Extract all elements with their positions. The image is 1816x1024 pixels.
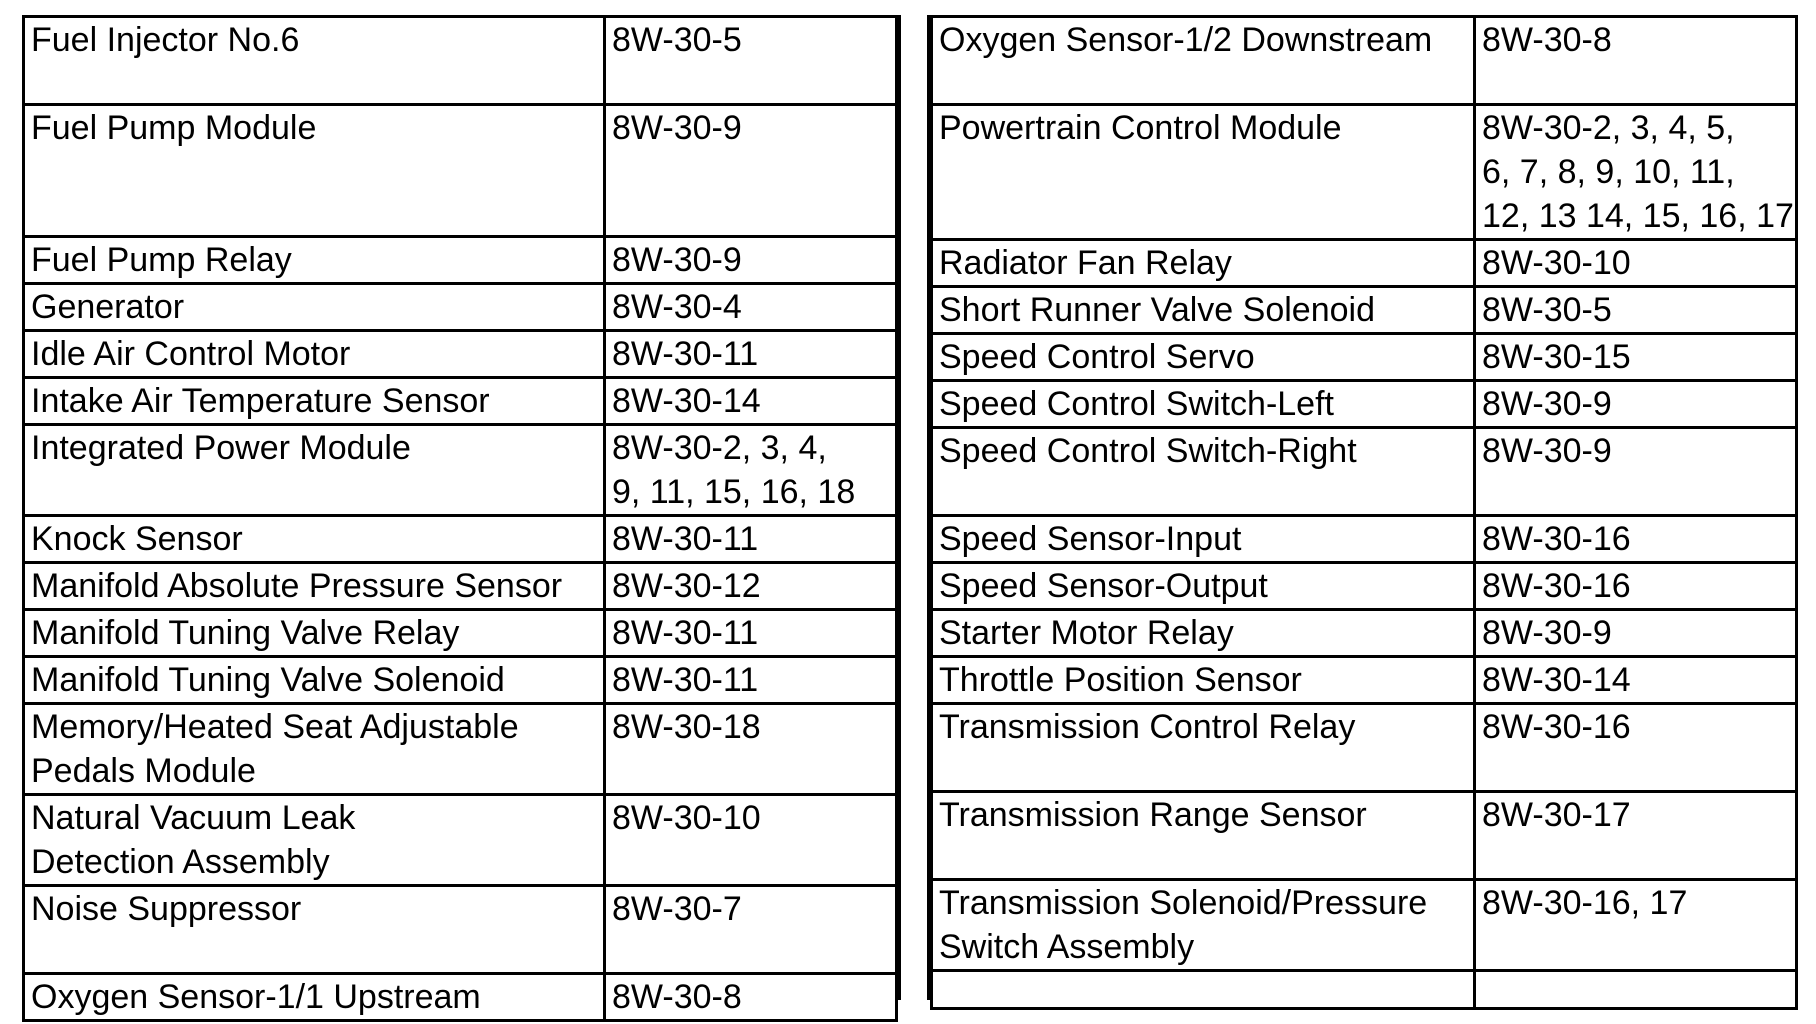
table-row [24,331,897,378]
page-reference: 8W-30-9 [612,109,742,147]
table-row [932,287,1797,334]
table-row [24,795,897,886]
page-ref-cell [605,331,897,378]
page-ref-cell [1475,17,1797,105]
component-name: Manifold Tuning Valve Relay [31,614,460,652]
page-reference: 8W-30-10 [612,799,761,837]
page-reference: 9, 11, 15, 16, 18 [612,473,856,511]
page-ref-cell [1475,971,1797,1009]
page-reference: 8W-30-9 [612,241,742,279]
component-cell [24,886,605,974]
page-ref-cell [1475,240,1797,287]
column-divider [898,15,930,1000]
page-reference: 8W-30-16, 17 [1482,884,1688,922]
table-row [24,974,897,1021]
left-table [22,15,898,1022]
component-cell [24,563,605,610]
component-cell [932,516,1475,563]
page-ref-cell [1475,105,1797,240]
right-table-body [932,17,1797,1009]
component-cell [24,795,605,886]
page-ref-cell [1475,610,1797,657]
component-name: Natural Vacuum Leak [31,799,356,837]
page-ref-cell [1475,657,1797,704]
component-name: Speed Control Servo [939,338,1255,376]
page-ref-cell [605,886,897,974]
component-name: Manifold Tuning Valve Solenoid [31,661,505,699]
page-reference: 8W-30-18 [612,708,761,746]
page-ref-cell [1475,334,1797,381]
page-ref-cell [1475,792,1797,880]
component-name: Knock Sensor [31,520,243,558]
page-ref-cell [605,284,897,331]
table-row [24,516,897,563]
page-reference: 8W-30-12 [612,567,761,605]
component-cell [24,516,605,563]
page-reference: 8W-30-16 [1482,520,1631,558]
component-name: Speed Sensor-Output [939,567,1268,605]
table-row [932,610,1797,657]
component-cell [24,284,605,331]
table-row [932,792,1797,880]
page-reference: 8W-30-9 [1482,432,1612,470]
page-reference: 8W-30-11 [612,335,759,373]
component-cell [24,610,605,657]
page-reference: 8W-30-10 [1482,244,1631,282]
page-ref-cell [1475,704,1797,792]
component-name: Fuel Pump Module [31,109,317,147]
component-name: Pedals Module [31,752,256,790]
component-name: Noise Suppressor [31,890,302,928]
page-ref-cell [1475,287,1797,334]
table-row [932,880,1797,971]
page-ref-cell [605,237,897,284]
component-cell [24,237,605,284]
table-row [932,334,1797,381]
component-cell [24,17,605,105]
page-reference: 8W-30-17 [1482,796,1631,834]
component-cell [932,240,1475,287]
page-ref-cell [1475,516,1797,563]
page-ref-cell [605,610,897,657]
page-ref-cell [1475,880,1797,971]
page-reference: 8W-30-8 [1482,21,1612,59]
component-cell [24,425,605,516]
component-name: Transmission Range Sensor [939,796,1367,834]
page-reference: 8W-30-9 [1482,614,1612,652]
table-row [24,105,897,237]
component-cell [932,880,1475,971]
component-index-table [22,15,1794,1016]
table-row [24,237,897,284]
table-row [24,610,897,657]
page-ref-cell [605,378,897,425]
component-cell [932,657,1475,704]
page-ref-cell [605,704,897,795]
page-ref-cell [605,17,897,105]
page-reference: 8W-30-9 [1482,385,1612,423]
page-ref-cell [605,105,897,237]
table-row [932,17,1797,105]
page-ref-cell [605,516,897,563]
component-cell [932,334,1475,381]
component-cell [932,792,1475,880]
component-cell [24,704,605,795]
table-row [932,381,1797,428]
component-cell [24,105,605,237]
component-name: Manifold Absolute Pressure Sensor [31,567,563,605]
right-table [930,15,1798,1010]
table-row [932,971,1797,1009]
component-cell [932,287,1475,334]
table-row [932,105,1797,240]
table-row [932,657,1797,704]
page-reference: 8W-30-11 [612,614,759,652]
component-name: Memory/Heated Seat Adjustable [31,708,519,746]
table-row [24,563,897,610]
component-cell [932,563,1475,610]
table-row [24,704,897,795]
component-name: Speed Control Switch-Right [939,432,1357,470]
table-row [24,657,897,704]
page-ref-cell [605,563,897,610]
page-reference: 8W-30-14 [612,382,761,420]
component-name: Fuel Injector No.6 [31,21,300,59]
component-cell [932,428,1475,516]
component-cell [932,704,1475,792]
table-row [932,516,1797,563]
component-name: Generator [31,288,185,326]
table-row [24,17,897,105]
page-ref-cell [605,657,897,704]
page-ref-cell [1475,381,1797,428]
table-row [24,886,897,974]
page-reference: 8W-30-8 [612,978,742,1016]
component-name: Throttle Position Sensor [939,661,1302,699]
component-cell [24,378,605,425]
component-name: Intake Air Temperature Sensor [31,382,490,420]
component-name: Transmission Control Relay [939,708,1356,746]
component-cell [24,974,605,1021]
page-reference: 8W-30-2, 3, 4, 5, [1482,109,1735,147]
component-name: Idle Air Control Motor [31,335,351,373]
component-name: Powertrain Control Module [939,109,1342,147]
page-ref-cell [605,425,897,516]
left-table-body [24,17,897,1021]
table-row [932,704,1797,792]
component-cell [932,610,1475,657]
page-reference: 12, 13 14, 15, 16, 17 [1482,197,1794,235]
component-cell [932,105,1475,240]
page-ref-cell [605,974,897,1021]
component-name: Detection Assembly [31,843,330,881]
component-name: Fuel Pump Relay [31,241,292,279]
page-reference: 8W-30-7 [612,890,742,928]
table-row [24,284,897,331]
component-cell [932,17,1475,105]
page-reference: 6, 7, 8, 9, 10, 11, [1482,153,1735,191]
page-ref-cell [605,795,897,886]
page-reference: 8W-30-4 [612,288,742,326]
component-name: Switch Assembly [939,928,1195,966]
table-row [24,425,897,516]
table-row [932,563,1797,610]
page-reference: 8W-30-5 [1482,291,1612,329]
page-reference: 8W-30-15 [1482,338,1631,376]
table-row [932,428,1797,516]
page-ref-cell [1475,428,1797,516]
page-reference: 8W-30-2, 3, 4, [612,429,827,467]
component-name: Oxygen Sensor-1/1 Upstream [31,978,481,1016]
page-reference: 8W-30-11 [612,661,759,699]
page-reference: 8W-30-16 [1482,567,1631,605]
component-cell [24,331,605,378]
page-reference: 8W-30-5 [612,21,742,59]
component-name: Speed Control Switch-Left [939,385,1334,423]
component-cell [24,657,605,704]
component-name: Speed Sensor-Input [939,520,1242,558]
page-reference: 8W-30-16 [1482,708,1631,746]
page-reference: 8W-30-11 [612,520,759,558]
page-reference: 8W-30-14 [1482,661,1631,699]
table-row [24,378,897,425]
component-name: Radiator Fan Relay [939,244,1232,282]
component-name: Starter Motor Relay [939,614,1234,652]
table-row [932,240,1797,287]
component-name: Short Runner Valve Solenoid [939,291,1375,329]
component-name: Integrated Power Module [31,429,411,467]
component-cell [932,971,1475,1009]
page-ref-cell [1475,563,1797,610]
component-cell [932,381,1475,428]
component-name: Oxygen Sensor-1/2 Downstream [939,21,1433,59]
component-name: Transmission Solenoid/Pressure [939,884,1428,922]
